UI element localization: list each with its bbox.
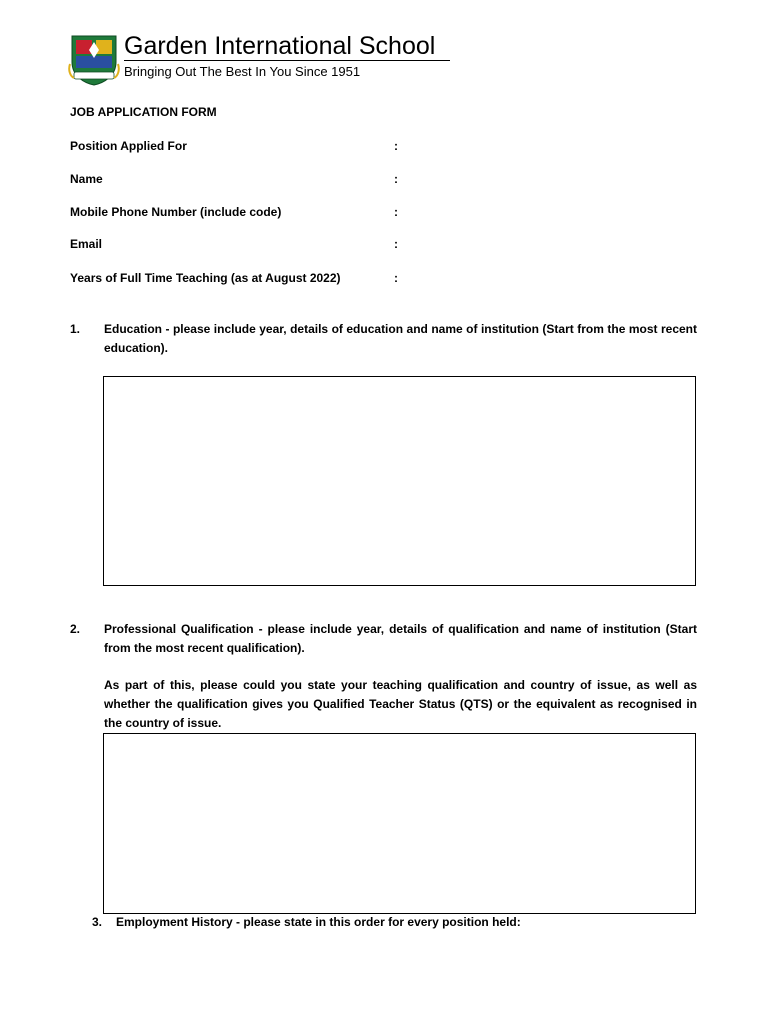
field-colon-years-teaching: : [394, 271, 398, 285]
section-number-employment: 3. [92, 915, 103, 929]
form-title: JOB APPLICATION FORM [70, 105, 217, 119]
field-label-mobile: Mobile Phone Number (include code) [70, 205, 282, 219]
field-colon-email: : [394, 237, 398, 251]
field-label-name: Name [70, 172, 103, 186]
school-tagline: Bringing Out The Best In You Since 1951 [124, 64, 361, 79]
header-underline [124, 60, 450, 61]
section-note-qualification: As part of this, please could you state your teaching qualification and country of issue, as well as whether the qualification gives you Qualified Teacher Status (QTS) or the equivalent as recognised in the country of issue. [104, 678, 697, 730]
school-name: Garden International School [124, 32, 436, 60]
field-colon-name: : [394, 172, 398, 186]
field-colon-position: : [394, 139, 398, 153]
section-number-education: 1. [70, 322, 81, 336]
section-text-qualification: Professional Qualification - please include year, details of qualification and name of institution (Start from the most recent qualification). [104, 622, 697, 655]
field-label-position: Position Applied For [70, 139, 187, 153]
field-label-email: Email [70, 237, 103, 251]
field-label-years-teaching: Years of Full Time Teaching (as at August 2022) [70, 271, 341, 285]
education-answer-box[interactable] [103, 376, 696, 586]
qualification-answer-box[interactable] [103, 733, 696, 914]
section-number-qualification: 2. [70, 622, 81, 636]
school-crest-logo [68, 34, 120, 86]
section-text-employment: Employment History - please state in this order for every position held: [116, 915, 521, 929]
field-colon-mobile: : [394, 205, 398, 219]
section-text-education: Education - please include year, details of education and name of institution (Start from the most recent education). [104, 322, 697, 355]
